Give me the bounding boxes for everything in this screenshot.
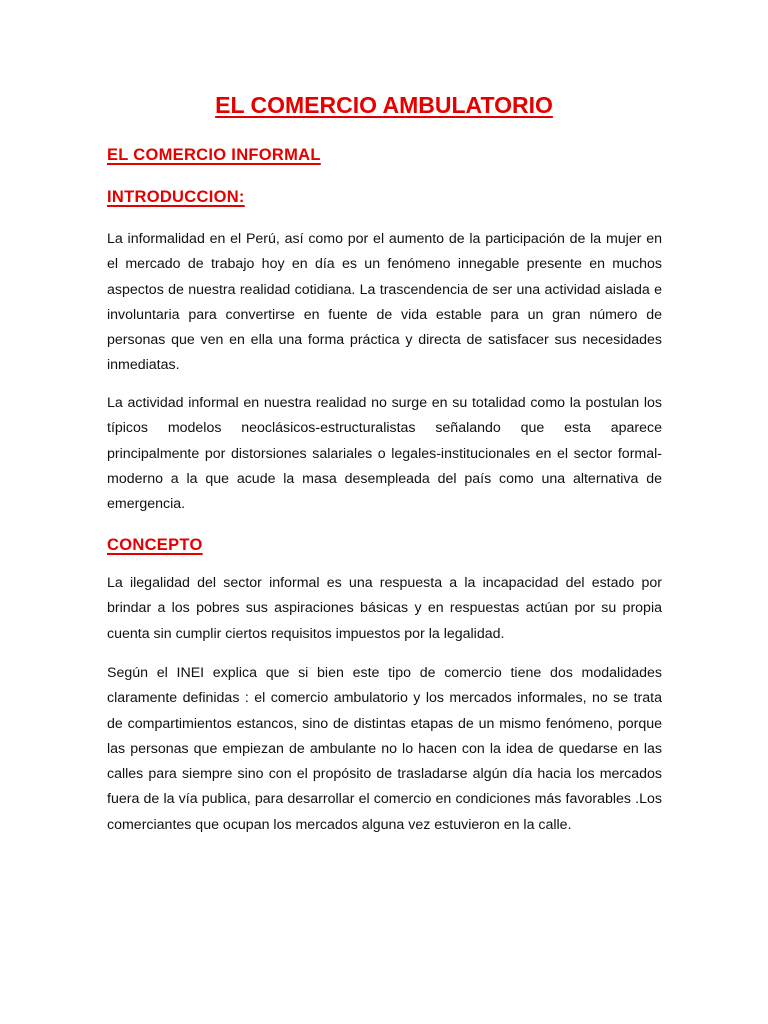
section-heading-concepto: CONCEPTO: [107, 536, 203, 554]
paragraph-concepto-2: Según el INEI explica que si bien este tipo de comercio tiene dos modalidades claramente definidas : el comercio ambulatorio y los mercados informales, no se trata de compartimientos estancos, sino de distintas etapas de un mismo fenómeno, porque las personas que empiezan de ambulante no lo hacen con la idea de quedarse en las calles para siempre sino con el propósito de trasladarse algún día hacia los mercados fuera de la vía publica, para desarrollar el comercio en condiciones más favorables .Los comerciantes que ocupan los mercados alguna vez estuvieron en la calle.: [107, 665, 662, 833]
document-title: EL COMERCIO AMBULATORIO: [215, 92, 553, 118]
paragraph-introduccion-1: La informalidad en el Perú, así como por el aumento de la participación de la mujer en el mercado de trabajo hoy en día es un fenómeno innegable presente en muchos aspectos de nuestra realidad cotidiana. La trascendencia de ser una actividad aislada e involuntaria para convertirse en fuente de vida estable para un gran número de personas que ven en ella una forma práctica y directa de satisfacer sus necesidades inmediatas.: [107, 231, 662, 374]
section-heading-introduccion: INTRODUCCION:: [107, 188, 245, 206]
paragraph-introduccion-2: La actividad informal en nuestra realidad no surge en su totalidad como la postulan los típicos modelos neoclásicos-estructuralistas señalando que esta aparece principalmente por distorsiones salariales o legales-institucionales en el sector formal-moderno a la que acude la masa desempleada del país como una alternativa de emergencia.: [107, 395, 662, 513]
paragraph-concepto-1: La ilegalidad del sector informal es una respuesta a la incapacidad del estado por brindar a los pobres sus aspiraciones básicas y en respuestas actúan por su propia cuenta sin cumplir ciertos requisitos impuestos por la legalidad.: [107, 575, 662, 642]
subtitle-heading: EL COMERCIO INFORMAL: [107, 146, 321, 164]
